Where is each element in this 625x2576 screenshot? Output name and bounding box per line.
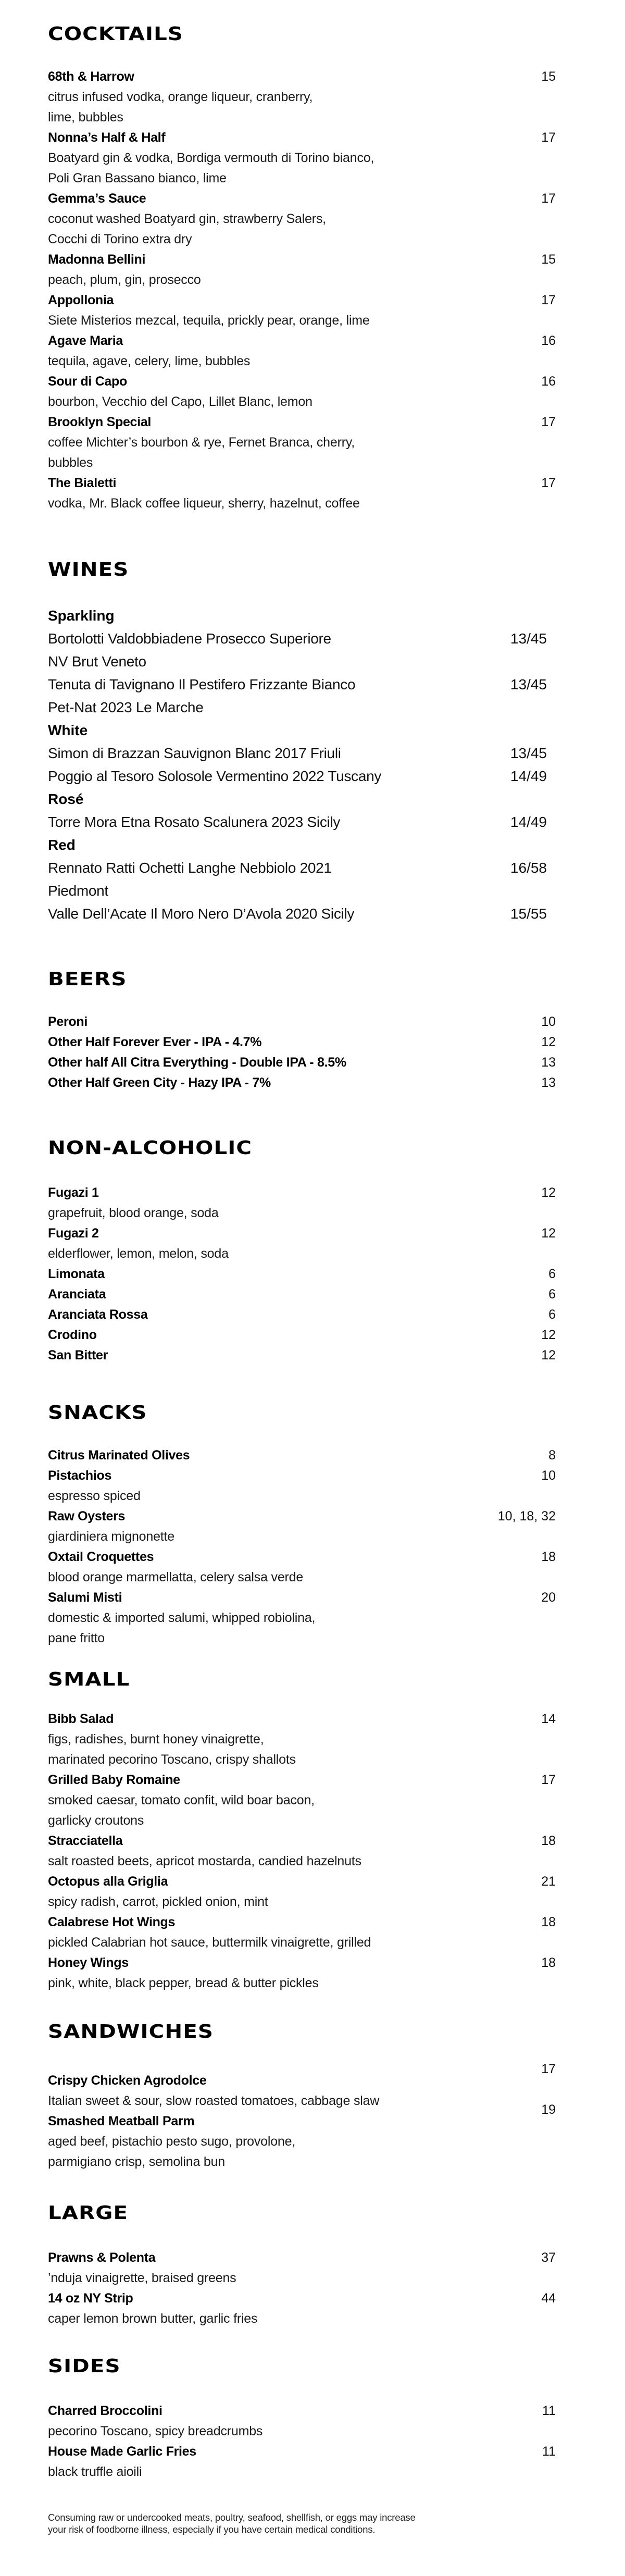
item-description: giardiniera mignonette [48, 1529, 174, 1544]
section-title-beers: BEERS [48, 969, 127, 990]
wine-name [48, 673, 355, 719]
wine-name-line: Rennato Ratti Ochetti Langhe Nebbiolo 2021 [48, 860, 332, 876]
menu-item [48, 1709, 556, 1770]
desc-line: coffee Michter’s bourbon & rye, Fernet Branca, cherry, [48, 435, 355, 450]
item-price: 16 [541, 333, 556, 348]
item-name: Crodino [48, 1328, 97, 1342]
desc-line: peach, plum, gin, prosecco [48, 273, 201, 287]
item-description [48, 392, 454, 412]
wine-name-line: Piedmont [48, 883, 108, 899]
item-name: Nonna’s Half & Half [48, 130, 166, 145]
wine-category-white: White [48, 722, 88, 738]
section-sides [48, 2356, 556, 2482]
section-title-snacks: SNACKS [48, 1402, 147, 1423]
menu-item [48, 290, 556, 331]
item-name: Bibb Salad [48, 1712, 114, 1726]
item-price: 17 [541, 476, 556, 490]
item-price: 18 [541, 1550, 556, 1564]
item-name: Limonata [48, 1267, 105, 1281]
wine-name [48, 857, 332, 902]
menu-item [48, 1831, 556, 1872]
item-description [48, 493, 454, 514]
wine-name-line: Simon di Brazzan Sauvignon Blanc 2017 Friuli [48, 745, 341, 761]
section-title-sandwiches: SANDWICHES [48, 2021, 214, 2042]
item-name: 14 oz NY Strip [48, 2291, 133, 2306]
section-title-small: SMALL [48, 1669, 130, 1690]
desc-line: citrus infused vodka, orange liqueur, cranberry, [48, 90, 313, 104]
item-price: 17 [541, 130, 556, 145]
section-title-non-alcoholic: NON-ALCOHOLIC [48, 1137, 253, 1159]
section-large [48, 2203, 556, 2329]
item-name: Other half All Citra Everything - Double IPA - 8.5% [48, 1055, 346, 1070]
desc-line: tequila, agave, celery, lime, bubbles [48, 354, 251, 368]
item-price: 12 [541, 1226, 556, 1241]
section-snacks [48, 1403, 556, 1649]
item-price: 6 [548, 1287, 556, 1302]
item-description [48, 1790, 454, 1831]
menu-item [48, 1325, 556, 1345]
wine-name-line: Tenuta di Tavignano Il Pestifero Frizzante Bianco [48, 676, 356, 692]
item-description: Italian sweet & sour, slow roasted tomatoes, cabbage slaw [48, 2094, 380, 2108]
section-wines [48, 560, 556, 925]
item-description: pink, white, black pepper, bread & butter pickles [48, 1976, 319, 1990]
desc-line: Boatyard gin & vodka, Bordiga vermouth di Torino bianco, [48, 151, 374, 165]
menu-item [48, 2288, 556, 2329]
wine-price: 13/45 [510, 630, 547, 647]
item-description [48, 311, 454, 331]
wine-name [48, 627, 331, 673]
item-name: Other Half Forever Ever - IPA - 4.7% [48, 1035, 262, 1049]
wine-name-line: Valle Dell’Acate Il Moro Nero D’Avola 2020 Sicily [48, 906, 355, 922]
menu-item [48, 2401, 556, 2442]
item-name: Grilled Baby Romaine [48, 1773, 180, 1787]
wine-name-line: Torre Mora Etna Rosato Scalunera 2023 Sicily [48, 814, 341, 830]
menu-item [48, 1588, 556, 1649]
menu-item [48, 2062, 556, 2111]
section-title-cocktails: COCKTAILS [48, 23, 184, 45]
desc-line: bourbon, Vecchio del Capo, Lillet Blanc, lemon [48, 394, 312, 409]
menu-item [48, 128, 556, 189]
item-name: House Made Garlic Fries [48, 2444, 196, 2459]
menu-item [48, 1264, 556, 1284]
item-name: Prawns & Polenta [48, 2250, 156, 2265]
desc-line: Poli Gran Bassano bianco, lime [48, 171, 227, 185]
menu-item [48, 2442, 556, 2482]
menu-item [48, 1073, 556, 1093]
item-price: 12 [541, 1348, 556, 1363]
item-description [48, 270, 454, 290]
item-name: Citrus Marinated Olives [48, 1448, 190, 1463]
wine-item [48, 765, 547, 788]
section-small [48, 1669, 556, 1993]
item-price: 17 [541, 191, 556, 206]
menu-item [48, 371, 556, 412]
menu-item [48, 1872, 556, 1912]
menu-item [48, 67, 556, 128]
menu-item [48, 1284, 556, 1305]
wine-name [48, 811, 340, 834]
menu-item [48, 1445, 556, 1466]
item-price: 20 [541, 1590, 556, 1605]
desc-line: lime, bubbles [48, 110, 123, 125]
item-price: 13 [541, 1075, 556, 1090]
menu-item [48, 1223, 556, 1264]
item-name: Salumi Misti [48, 1590, 122, 1605]
wine-item [48, 742, 547, 765]
item-price: 14 [541, 1712, 556, 1726]
item-description [48, 148, 454, 189]
item-description: grapefruit, blood orange, soda [48, 1206, 219, 1220]
wine-item [48, 673, 547, 719]
wine-item [48, 857, 547, 902]
menu-item [48, 250, 556, 290]
item-price: 11 [542, 2404, 556, 2418]
section-title-sides: SIDES [48, 2356, 121, 2377]
menu-item [48, 2248, 556, 2288]
item-price: 19 [541, 2102, 556, 2117]
item-name: Stracciatella [48, 1834, 123, 1848]
menu-item [48, 1547, 556, 1588]
item-name: 68th & Harrow [48, 69, 134, 84]
menu-item [48, 1506, 556, 1547]
item-description [48, 87, 454, 128]
menu-item [48, 1466, 556, 1506]
item-name: San Bitter [48, 1348, 108, 1363]
desc-line: vodka, Mr. Black coffee liqueur, sherry, hazelnut, coffee [48, 496, 360, 511]
wine-name-line: Pet-Nat 2023 Le Marche [48, 699, 204, 715]
item-price: 18 [541, 1955, 556, 1970]
wine-price: 13/45 [510, 676, 547, 692]
item-description: ’nduja vinaigrette, braised greens [48, 2271, 236, 2285]
item-name: Appollonia [48, 293, 114, 307]
item-description [48, 2132, 454, 2172]
item-description [48, 351, 454, 371]
item-price: 16 [541, 374, 556, 389]
item-description [48, 432, 454, 473]
item-price: 37 [541, 2250, 556, 2265]
menu-item [48, 1345, 556, 1366]
desc-line: parmigiano crisp, semolina bun [48, 2154, 226, 2169]
item-description: pecorino Toscano, spicy breadcrumbs [48, 2424, 263, 2438]
desc-line: Cocchi di Torino extra dry [48, 232, 192, 246]
wine-category-red: Red [48, 837, 76, 853]
item-description [48, 209, 454, 250]
item-description: elderflower, lemon, melon, soda [48, 1246, 229, 1261]
section-title-large: LARGE [48, 2202, 129, 2224]
item-price: 18 [541, 1834, 556, 1848]
item-description: espresso spiced [48, 1489, 141, 1503]
item-price: 12 [541, 1328, 556, 1342]
item-name: Aranciata [48, 1287, 106, 1302]
item-description [48, 1608, 454, 1649]
section-non-alcoholic [48, 1138, 556, 1366]
desc-line: garlicky croutons [48, 1813, 144, 1828]
item-name: Peroni [48, 1014, 88, 1029]
desc-line: aged beef, pistachio pesto sugo, provolone, [48, 2134, 296, 2149]
wine-name-line: Poggio al Tesoro Solosole Vermentino 2022 Tuscany [48, 768, 382, 784]
item-name: Agave Maria [48, 333, 123, 348]
menu-item [48, 1912, 556, 1953]
item-name: Fugazi 1 [48, 1185, 99, 1200]
item-name: Gemma’s Sauce [48, 191, 146, 206]
wine-name [48, 902, 354, 925]
menu-item [48, 331, 556, 371]
wine-item [48, 902, 547, 925]
menu-item [48, 1052, 556, 1073]
desc-line: figs, radishes, burnt honey vinaigrette, [48, 1732, 264, 1747]
item-name: Fugazi 2 [48, 1226, 99, 1241]
item-description [48, 1729, 454, 1770]
desc-line: pane fritto [48, 1631, 105, 1645]
menu-item [48, 473, 556, 514]
wine-name [48, 742, 341, 765]
desc-line: bubbles [48, 455, 93, 470]
item-description: black truffle aioili [48, 2464, 142, 2479]
wine-name [48, 765, 381, 788]
wine-price: 14/49 [510, 814, 547, 830]
item-description: salt roasted beets, apricot mostarda, candied hazelnuts [48, 1854, 361, 1868]
item-name: Pistachios [48, 1468, 112, 1483]
menu-item [48, 412, 556, 473]
menu-item [48, 1183, 556, 1223]
food-safety-disclaimer [48, 2511, 569, 2535]
wine-name-line: Bortolotti Valdobbiadene Prosecco Superiore [48, 630, 331, 647]
desc-line: marinated pecorino Toscano, crispy shallots [48, 1752, 296, 1767]
wine-category-rose: Rosé [48, 791, 84, 807]
item-price: 11 [542, 2444, 556, 2459]
wine-item [48, 811, 547, 834]
item-price: 6 [548, 1307, 556, 1322]
item-price: 13 [541, 1055, 556, 1070]
item-description: blood orange marmellatta, celery salsa verde [48, 1570, 304, 1584]
menu-item [48, 1953, 556, 1993]
item-name: Sour di Capo [48, 374, 127, 389]
item-price: 44 [541, 2291, 556, 2306]
item-price: 17 [541, 415, 556, 429]
item-name: Other Half Green City - Hazy IPA - 7% [48, 1075, 271, 1090]
desc-line: domestic & imported salumi, whipped robiolina, [48, 1611, 316, 1625]
wine-price: 15/55 [510, 906, 547, 922]
menu-item [48, 1032, 556, 1052]
item-price: 15 [541, 69, 556, 84]
item-name: Brooklyn Special [48, 415, 152, 429]
menu-item [48, 1012, 556, 1032]
item-price: 17 [541, 293, 556, 307]
item-price: 15 [541, 252, 556, 267]
wine-item [48, 627, 547, 673]
item-description: caper lemon brown butter, garlic fries [48, 2311, 258, 2326]
section-sandwiches [48, 2022, 556, 2172]
item-description: pickled Calabrian hot sauce, buttermilk vinaigrette, grilled [48, 1935, 371, 1950]
desc-line: coconut washed Boatyard gin, strawberry Salers, [48, 212, 326, 226]
item-price: 10 [541, 1014, 556, 1029]
item-price: 8 [548, 1448, 556, 1463]
menu-item [48, 2102, 556, 2172]
wine-category-sparkling: Sparkling [48, 608, 115, 624]
item-description: spicy radish, carrot, pickled onion, mint [48, 1894, 268, 1909]
item-name: Oxtail Croquettes [48, 1550, 154, 1564]
section-beers [48, 969, 556, 1093]
item-name: Octopus alla Griglia [48, 1874, 168, 1889]
item-name: Crispy Chicken Agrodolce [48, 2073, 207, 2088]
item-name: Raw Oysters [48, 1509, 126, 1524]
item-price: 21 [541, 1874, 556, 1889]
item-name: Calabrese Hot Wings [48, 1915, 176, 1929]
item-name: Charred Broccolini [48, 2404, 162, 2418]
item-name: Aranciata Rossa [48, 1307, 148, 1322]
wine-price: 14/49 [510, 768, 547, 784]
item-price: 12 [541, 1185, 556, 1200]
item-price: 10, 18, 32 [497, 1509, 556, 1524]
menu-item [48, 189, 556, 250]
menu-item [48, 1305, 556, 1325]
item-name: Smashed Meatball Parm [48, 2114, 195, 2128]
item-name: The Bialetti [48, 476, 117, 490]
item-price: 17 [541, 1773, 556, 1787]
desc-line: Siete Misterios mezcal, tequila, prickly pear, orange, lime [48, 313, 370, 328]
menu-item [48, 1770, 556, 1831]
wine-price: 16/58 [510, 860, 547, 876]
disclaimer-line: Consuming raw or undercooked meats, poultry, seafood, shellfish, or eggs may increase [48, 2512, 416, 2523]
item-name: Madonna Bellini [48, 252, 146, 267]
desc-line: smoked caesar, tomato confit, wild boar bacon, [48, 1793, 315, 1807]
section-title-wines: WINES [48, 559, 129, 580]
wine-price: 13/45 [510, 745, 547, 761]
item-price: 18 [541, 1915, 556, 1929]
item-price: 10 [541, 1468, 556, 1483]
item-price: 6 [548, 1267, 556, 1281]
item-price: 17 [541, 2062, 556, 2076]
disclaimer-line: your risk of foodborne illness, especially if you have certain medical conditions. [48, 2524, 376, 2535]
item-name: Honey Wings [48, 1955, 129, 1970]
item-price: 12 [541, 1035, 556, 1049]
section-cocktails [48, 24, 556, 514]
wine-name-line: NV Brut Veneto [48, 653, 146, 670]
